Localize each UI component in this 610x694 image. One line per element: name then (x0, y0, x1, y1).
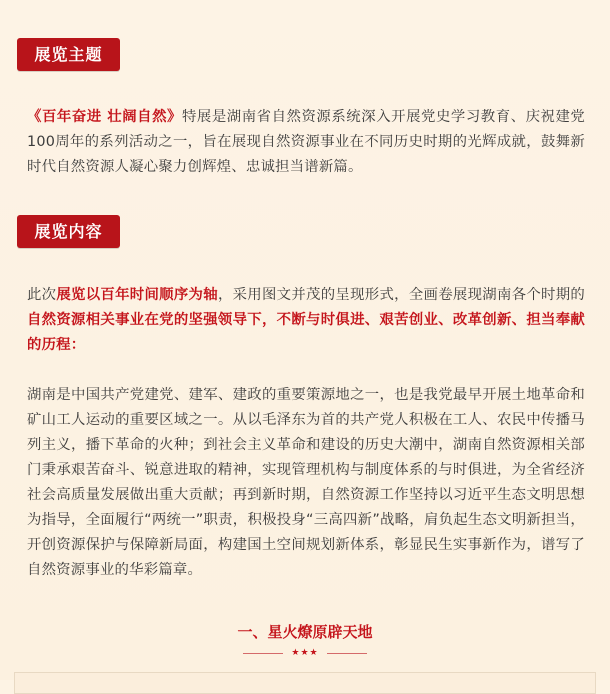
content-intro-paragraph (27, 283, 585, 358)
section-badge-content: 展览内容 (17, 215, 120, 248)
title-ornament (0, 646, 610, 660)
theme-paragraph-text: 特展是湖南省自然资源系统深入开展党史学习教育、庆祝建党100周年的系列活动之一，旨在展现自然资源事业在不同历史时期的光辉成就，鼓舞新时代自然资源人凝心聚力创辉煌、忠诚担当谱新篇。 (27, 109, 585, 175)
section-badge-theme: 展览主题 (17, 38, 120, 71)
theme-paragraph (27, 105, 585, 180)
stars-icon: ★★★ (291, 648, 319, 658)
ornament-line-right (327, 653, 367, 654)
next-content-frame (14, 672, 596, 694)
exhibition-title-quote: 《百年奋进 壮阔自然》 (27, 109, 182, 125)
content-body-paragraph: 湖南是中国共产党建党、建军、建政的重要策源地之一，也是我党最早开展土地革命和矿山工人运动的重要区域之一。从以毛泽东为首的共产党人积极在工人、农民中传播马列主义，播下革命的火种；到社会主义革命和建设的历史大潮中，湖南自然资源相关部门秉承艰苦奋斗、锐意进取的精神，实现管理机构与制度体系的与时俱进，为全省经济社会高质量发展做出重大贡献；再到新时期，自然资源工作坚持以习近平生态文明思想为指导，全面履行“两统一”职责，积极投身“三高四新”战略，肩负起生态文明新担当，开创资源保护与保障新局面，构建国土空间规划新体系，彰显民生实事新作为，谱写了自然资源事业的华彩篇章。 (27, 387, 585, 578)
chapter-title: 一、星火燎原辟天地 (237, 623, 373, 641)
intro-middle: ，采用图文并茂的呈现形式，全画卷展现湖南各个时期的 (217, 287, 585, 303)
intro-highlight-history: 自然资源相关事业在党的坚强领导下，不断与时俱进、艰苦创业、改革创新、担当奉献的历程： (27, 312, 585, 353)
intro-highlight-timeline: 展览以百年时间顺序为轴 (56, 287, 218, 303)
intro-prefix: 此次 (27, 287, 57, 303)
